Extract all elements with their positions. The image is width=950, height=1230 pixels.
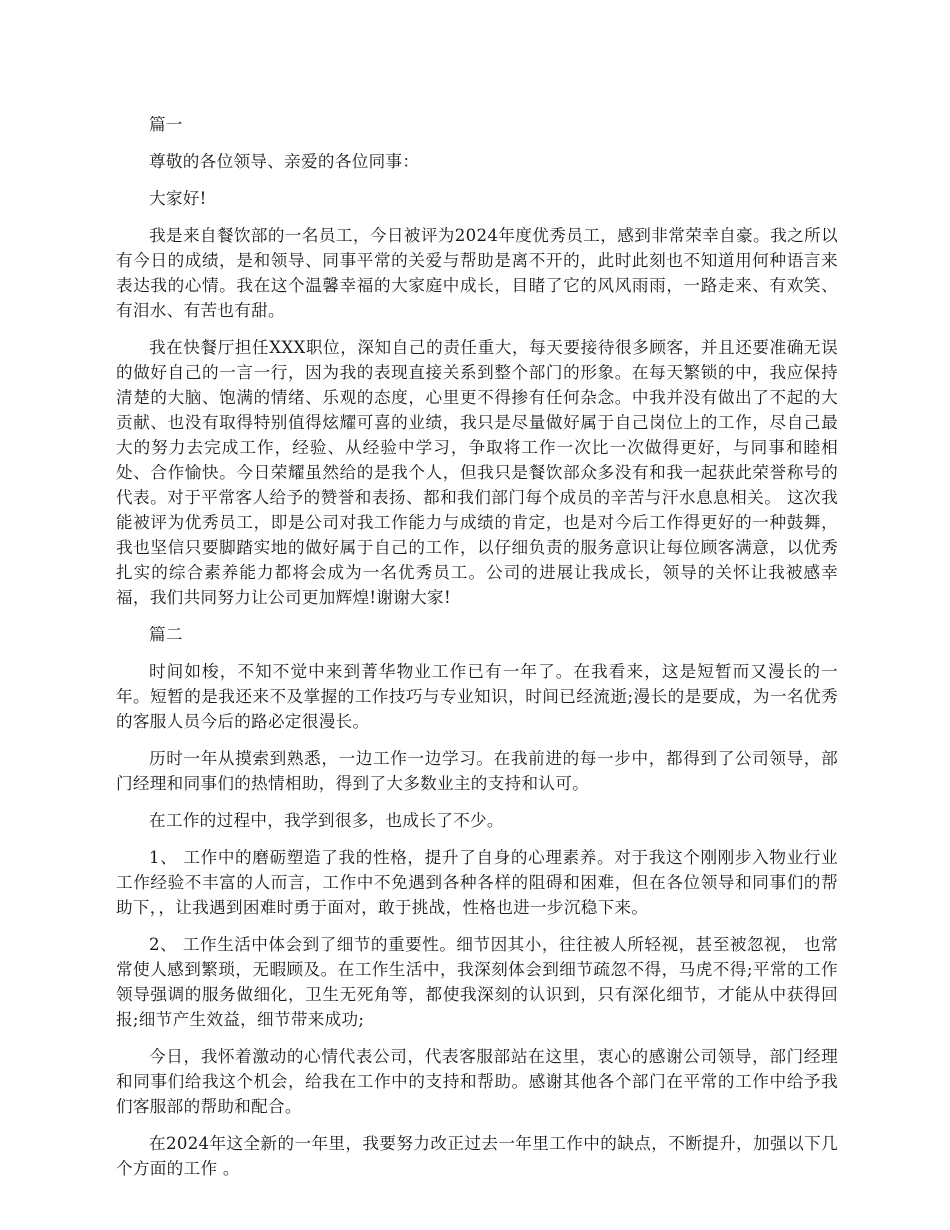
- body-paragraph: 在工作的过程中，我学到很多，也成长了不少。: [149, 811, 504, 830]
- numbered-paragraph: 2、 工作生活中体会到了细节的重要性。细节因其小，往往被人所轻视，甚至被忽视， 也常常使人感到繁琐，无暇顾及。在工作生活中，我深刻体会到细节疏忽不得，马虎不得;平常的工作领导强调的服务做细化，卫生无死角等，都使我深刻的认识到，只有深化细节，才能从中获得回报;细节产生效益，细节带来成功;: [116, 935, 838, 1029]
- numbered-paragraph: 1、 工作中的磨砺塑造了我的性格，提升了自身的心理素养。对于我这个刚刚步入物业行业工作经验不丰富的人而言，工作中不免遇到各种各样的阻碍和困难，但在各位领导和同事们的帮助下，，让我遇到困难时勇于面对，敢于挑战，性格也进一步沉稳下来。: [116, 848, 838, 917]
- body-paragraph: 我在快餐厅担任XXX职位，深知自己的责任重大，每天要接待很多顾客，并且还要准确无误的做好自己的一言一行，因为我的表现直接关系到整个部门的形象。在每天繁锁的中，我应保持清楚的大脑、饱满的情绪、乐观的态度，心里更不得掺有任何杂念。中我并没有做出了不起的大贡献、也没有取得特别值得炫耀可喜的业绩，我只是尽量做好属于自己岗位上的工作，尽自己最大的努力去完成工作，经验、从经验中学习，争取将工作一次比一次做得更好，与同事和睦相处、合作愉快。今日荣耀虽然给的是我个人，但我只是餐饮部众多没有和我一起获此荣誉称号的代表。对于平常客人给予的赞誉和表扬、都和我们部门每个成员的辛苦与汗水息息相关。 这次我能被评为优秀员工，即是公司对我工作能力与成绩的肯定，也是对今后工作得更好的一种鼓舞，我也坚信只要脚踏实地的做好属于自己的工作，以仔细负责的服务意识让每位顾客满意，以优秀扎实的综合素养能力都将会成为一名优秀员工。公司的进展让我成长，领导的关怀让我被感幸福，我们共同努力让公司更加辉煌!谢谢大家!: [116, 338, 838, 607]
- greeting: 大家好!: [149, 189, 207, 208]
- body-paragraph: 在2024年这全新的一年里，我要努力改正过去一年里工作中的缺点，不断提升，加强以下几个方面的工作 。: [116, 1134, 838, 1178]
- body-paragraph: 时间如梭，不知不觉中来到菁华物业工作已有一年了。在我看来，这是短暂而又漫长的一年。短暂的是我还来不及掌握的工作技巧与专业知识，时间已经流逝;漫长的是要成，为一名优秀的客服人员今后的路必定很漫长。: [116, 662, 838, 731]
- document-page: [116, 112, 838, 1193]
- section-heading-2: 篇二: [149, 625, 183, 644]
- section-heading-1: 篇一: [149, 115, 183, 134]
- body-paragraph: 今日，我怀着激动的心情代表公司，代表客服部站在这里，衷心的感谢公司领导，部门经理和同事们给我这个机会，给我在工作中的支持和帮助。感谢其他各个部门在平常的工作中给予我们客服部的帮助和配合。: [116, 1047, 838, 1116]
- salutation: 尊敬的各位领导、亲爱的各位同事：: [149, 152, 420, 171]
- body-paragraph: 我是来自餐饮部的一名员工，今日被评为2024年度优秀员工，感到非常荣幸自豪。我之所以有今日的成绩，是和领导、同事平常的关爱与帮助是离不开的，此时此刻也不知道用何种语言来表达我的心情。我在这个温馨幸福的大家庭中成长，目睹了它的风风雨雨，一路走来、有欢笑、有泪水、有苦也有甜。: [116, 226, 838, 320]
- body-paragraph: 历时一年从摸索到熟悉，一边工作一边学习。在我前进的每一步中，都得到了公司领导，部门经理和同事们的热情相助，得到了大多数业主的支持和认可。: [116, 749, 838, 793]
